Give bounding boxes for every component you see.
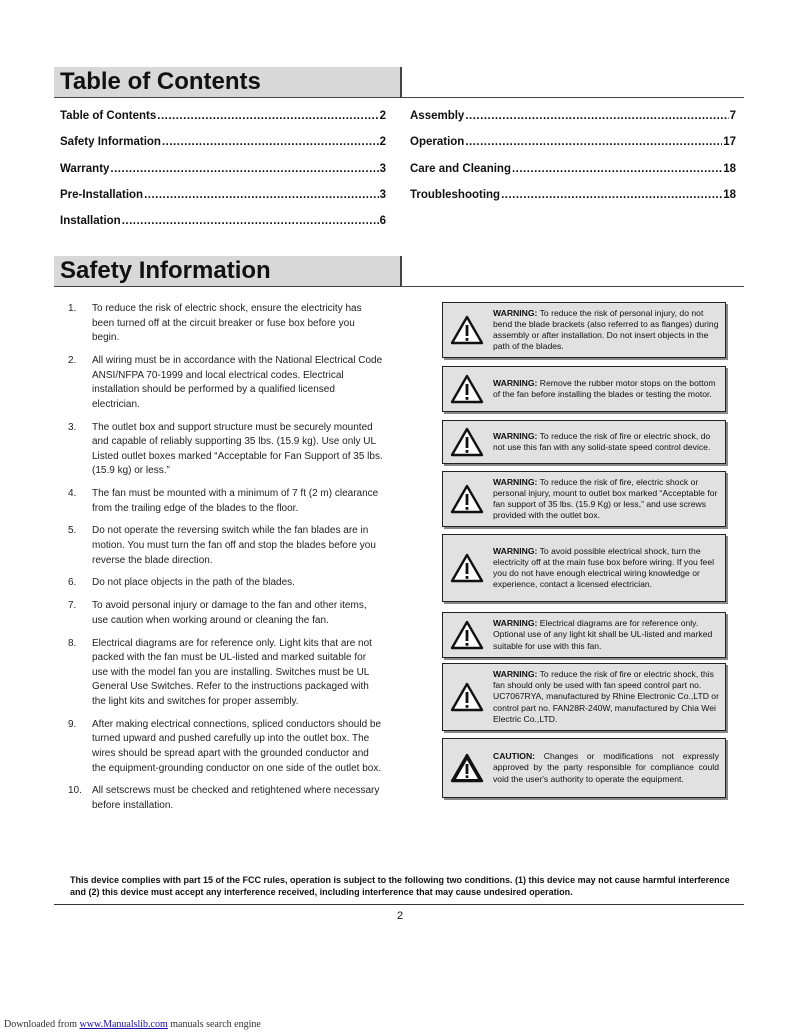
warning-text <box>491 615 725 655</box>
safety-divider <box>54 286 744 287</box>
safety-item-number: 5. <box>68 525 77 537</box>
warning-label: WARNING: <box>493 430 538 441</box>
warning-label: WARNING: <box>493 618 538 629</box>
warning-triangle-icon <box>443 374 491 404</box>
safety-item <box>62 302 384 346</box>
safety-item-text: Do not place objects in the path of the blades. <box>92 577 295 589</box>
toc-entry-page: 3 <box>379 188 386 201</box>
caution-body: Changes or modifications not expressly approved by the party responsible for compliance could void the user's authority to operate the equipment. <box>493 751 719 784</box>
warning-box <box>442 663 726 731</box>
warning-triangle-icon <box>443 753 491 783</box>
warning-label: WARNING: <box>493 307 538 318</box>
warning-triangle-icon <box>443 315 491 345</box>
warning-box <box>442 420 726 464</box>
safety-item-number: 9. <box>68 718 77 730</box>
toc-entry-label: Pre-Installation <box>60 188 144 201</box>
toc-section-header <box>54 67 402 97</box>
safety-item <box>62 524 384 568</box>
warning-label: WARNING: <box>493 668 538 679</box>
warning-text <box>491 375 725 403</box>
download-suffix: manuals search engine <box>170 1019 261 1030</box>
toc-entry-page: 2 <box>379 110 386 122</box>
warning-body: To avoid possible electrical shock, turn the electricity off at the main fuse box before wiring. If you feel you do not have enough electrical wiring knowledge or experience, contact a licensed electrician. <box>493 545 715 590</box>
safety-item-number: 6. <box>68 577 77 589</box>
toc-entry[interactable] <box>410 110 736 136</box>
safety-item-text: Electrical diagrams are for reference only. Light kits that are not packed with the fan must be UL-listed and marked suitable for use with the model fan you are installing. Switches must be UL General Use Switches. Refer to the instructions packaged with the light kits and switches for proper assembly. <box>92 637 372 707</box>
toc-divider <box>54 97 744 98</box>
safety-section-header <box>54 256 402 286</box>
warning-triangle-icon <box>443 484 491 514</box>
safety-item-number: 4. <box>68 488 77 500</box>
warning-box <box>442 534 726 602</box>
toc-entry-page: 2 <box>379 136 386 149</box>
toc-right-column <box>410 110 736 215</box>
warning-box <box>442 612 726 658</box>
warning-box <box>442 302 726 358</box>
download-prefix: Downloaded from <box>4 1019 78 1030</box>
warning-box <box>442 366 726 412</box>
toc-entry-label: Warranty <box>60 162 110 175</box>
toc-entry-label: Operation <box>410 136 465 149</box>
warning-triangle-icon <box>443 682 491 712</box>
safety-item <box>62 421 384 479</box>
safety-item-number: 10. <box>68 785 82 797</box>
safety-item-text: All setscrews must be checked and retightened where necessary before installation. <box>92 785 380 811</box>
warning-body: Electrical diagrams are for reference only. Optional use of any light kit shall be UL-listed and marked suitable for use with this fan. <box>493 618 713 651</box>
toc-entry[interactable] <box>410 189 736 215</box>
footer-divider <box>54 904 744 905</box>
warning-label: WARNING: <box>493 476 538 487</box>
fcc-compliance-note: This device complies with part 15 of the FCC rules, operation is subject to the following two conditions. (1) this device may not cause harmful interference and (2) this device must accept any interference received, including interference that may cause undesired operation. <box>70 875 730 897</box>
toc-entry[interactable] <box>60 110 386 136</box>
toc-entry[interactable] <box>410 163 736 189</box>
warning-triangle-icon <box>443 553 491 583</box>
warning-text <box>491 666 725 728</box>
toc-entry[interactable] <box>60 189 386 215</box>
safety-title: Safety Information <box>60 257 271 284</box>
safety-item <box>62 637 384 710</box>
safety-item-text: To avoid personal injury or damage to the fan and other items, use caution when working around or cleaning the fan. <box>92 600 367 626</box>
toc-title: Table of Contents <box>60 68 261 95</box>
toc-entry-page: 17 <box>723 136 736 149</box>
safety-item <box>62 487 384 516</box>
warning-text <box>491 428 725 456</box>
page-number: 2 <box>396 910 404 922</box>
safety-item-text: To reduce the risk of electric shock, ensure the electricity has been turned off at the circuit breaker or fuse box before you begin. <box>92 303 362 344</box>
safety-item-number: 3. <box>68 421 77 433</box>
toc-left-column <box>60 110 386 241</box>
toc-entry[interactable] <box>60 163 386 189</box>
warning-label: WARNING: <box>493 377 538 388</box>
warning-triangle-icon <box>443 620 491 650</box>
manualslib-link[interactable]: www.Manualslib.com <box>79 1019 168 1030</box>
warning-text <box>491 474 725 525</box>
safety-item-text: The fan must be mounted with a minimum of 7 ft (2 m) clearance from the trailing edge of the blades to the floor. <box>92 488 379 514</box>
toc-entry[interactable] <box>60 215 386 241</box>
safety-item-text: All wiring must be in accordance with the National Electrical Code ANSI/NFPA 70-1999 and local electrical codes. Electrical installation should be performed by a qualified licensed electrician. <box>92 354 383 410</box>
safety-item <box>62 599 384 628</box>
toc-entry-page: 7 <box>729 110 736 122</box>
toc-entry-label: Care and Cleaning <box>410 162 511 175</box>
safety-item <box>62 718 384 776</box>
safety-item <box>62 576 384 591</box>
toc-entry-page: 18 <box>723 188 736 201</box>
download-note <box>4 1019 261 1030</box>
warning-text <box>491 305 725 356</box>
safety-item <box>62 354 384 412</box>
caution-label: CAUTION: <box>493 751 536 762</box>
toc-entry-label: Troubleshooting <box>410 188 501 201</box>
toc-entry-label: Installation <box>60 215 121 228</box>
toc-entry-label: Safety Information <box>60 136 161 149</box>
safety-item-number: 2. <box>68 354 77 366</box>
caution-box <box>442 738 726 798</box>
toc-entry-label: Table of Contents <box>60 110 157 122</box>
caution-text <box>491 748 725 788</box>
warning-text <box>491 543 725 594</box>
safety-item-text: Do not operate the reversing switch while the fan blades are in motion. You must turn the fan off and stop the blades before you reverse the blade direction. <box>92 525 376 566</box>
safety-item-number: 1. <box>68 303 77 314</box>
safety-item <box>62 784 384 813</box>
toc-entry-page: 3 <box>379 162 386 175</box>
warning-box <box>442 471 726 527</box>
safety-instructions-list <box>62 302 384 822</box>
warning-label: WARNING: <box>493 545 538 556</box>
toc-entry[interactable] <box>410 136 736 162</box>
safety-item-number: 7. <box>68 600 77 612</box>
toc-entry-label: Assembly <box>410 110 465 122</box>
warning-triangle-icon <box>443 427 491 457</box>
toc-entry-page: 18 <box>723 162 736 175</box>
warning-body: To reduce the risk of personal injury, do not bend the blade brackets (also referred to as flanges) during assembly or after installation. Do not insert objects in the path of the blades. <box>493 307 719 352</box>
toc-entry-page: 6 <box>379 215 386 228</box>
warning-body: To reduce the risk of fire or electric shock, this fan should only be used with fan speed control part no. UC7067RYA, manufactured by Rhine Electronic Co.,LTD or control part no. FAN28R-240W, manufactured by Chia Wei Electric Co.,LTD. <box>493 668 719 724</box>
warning-body: To reduce the risk of fire, electric shock or personal injury, mount to outlet box marked “Acceptable for fan support of 35 lbs. (15.9 Kg) or less,” and use screws provided with the outlet box. <box>493 476 718 521</box>
warning-body: Remove the rubber motor stops on the bottom of the fan before installing the blades or testing the motor. <box>493 377 716 399</box>
warning-body: To reduce the risk of fire or electric shock, do not use this fan with any solid-state speed control device. <box>493 430 711 452</box>
safety-item-text: After making electrical connections, spliced conductors should be turned upward and pushed carefully up into the outlet box. The wires should be spread apart with the grounded conductor and the equipment-grounding conductor on one side of the outlet box. <box>92 718 382 774</box>
toc-entry[interactable] <box>60 136 386 162</box>
safety-item-number: 8. <box>68 637 77 649</box>
safety-item-text: The outlet box and support structure must be securely mounted and capable of reliably supporting 35 lbs. (15.9 kg). Use only UL Listed outlet boxes marked “Acceptable for Fan Support of 35 lbs. (15.9 kg) or less.” <box>92 421 383 477</box>
